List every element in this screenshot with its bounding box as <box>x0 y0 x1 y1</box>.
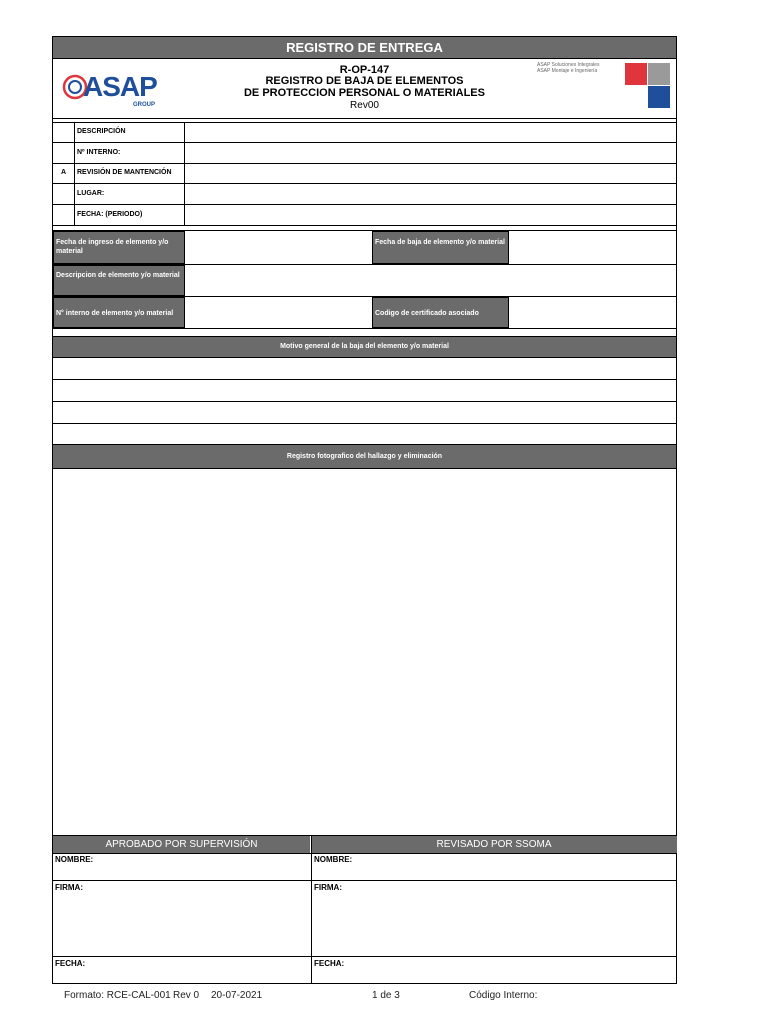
left-nombre-label: NOMBRE: <box>55 855 94 864</box>
document-title-line-1: REGISTRO DE BAJA DE ELEMENTOS <box>265 75 464 87</box>
input-descripcion[interactable] <box>185 123 677 142</box>
left-firma-input[interactable] <box>93 881 310 956</box>
company-name-1: ASAP Soluciones Integrales <box>537 62 600 68</box>
approved-title: APROBADO POR SUPERVISIÓN <box>53 836 311 853</box>
document-title-bar: REGISTRO DE ENTREGA <box>53 37 676 59</box>
left-firma-label: FIRMA: <box>55 883 83 892</box>
right-fecha-input[interactable] <box>353 957 676 984</box>
photo-area[interactable] <box>53 469 677 835</box>
right-fecha-label: FECHA: <box>314 959 345 968</box>
input-fecha-periodo[interactable] <box>185 205 677 225</box>
document-revision: Rev00 <box>350 100 379 111</box>
company-names <box>537 62 599 74</box>
divider <box>53 328 676 329</box>
logo-text: ASAP <box>83 71 157 102</box>
motivo-section-title: Motivo general de la baja del elemento y/o material <box>53 337 676 357</box>
input-fecha-ingreso[interactable] <box>185 231 372 264</box>
right-nombre-input[interactable] <box>363 854 676 880</box>
footer-page: 1 de 3 <box>372 990 400 1001</box>
grey-square <box>648 63 670 85</box>
label-codigo-certificado: Codigo de certificado asociado <box>372 297 509 328</box>
label-fecha-baja: Fecha de baja de elemento y/o material <box>372 231 509 264</box>
footer-rev: Rev 0 <box>173 990 200 1001</box>
footer-formato: Formato: RCE-CAL-001 <box>64 990 171 1001</box>
registro-section-title: Registro fotografico del hallazgo y eliminación <box>53 445 676 468</box>
divider <box>53 225 676 226</box>
document-title-line-2: DE PROTECCION PERSONAL O MATERIALES <box>243 87 485 99</box>
footer-date: 20-07-2021 <box>211 990 263 1001</box>
input-descripcion-elemento[interactable] <box>185 265 677 296</box>
right-nombre-label: NOMBRE: <box>314 855 353 864</box>
label-n-interno-elemento: N° interno de elemento y/o material <box>53 297 185 328</box>
label-descripcion: DESCRIPCIÓN <box>77 128 126 135</box>
document-header <box>53 59 676 119</box>
label-fecha-periodo: FECHA: (PERIODO) <box>77 211 143 218</box>
document-code: R-OP-147 <box>339 64 390 76</box>
brand-squares <box>625 63 671 107</box>
right-firma-input[interactable] <box>353 881 676 956</box>
input-lugar[interactable] <box>185 184 677 204</box>
input-n-interno[interactable] <box>185 143 677 163</box>
logo-subtext: GROUP <box>133 102 156 108</box>
left-fecha-input[interactable] <box>93 957 310 984</box>
label-fecha-ingreso: Fecha de ingreso de elemento y/o material <box>53 231 185 264</box>
divider <box>311 836 312 984</box>
left-fecha-label: FECHA: <box>55 959 86 968</box>
divider <box>74 122 75 225</box>
left-nombre-input[interactable] <box>103 854 310 880</box>
label-revision-mantencion: REVISIÓN DE MANTENCIÓN <box>77 169 172 176</box>
document-frame <box>52 36 677 984</box>
red-square <box>625 63 647 85</box>
input-n-interno-elemento[interactable] <box>185 297 372 328</box>
company-name-2: ASAP Montaje e Ingeniería <box>537 68 598 74</box>
section-letter: A <box>61 169 67 176</box>
label-descripcion-elemento: Descripcion de elemento y/o material <box>53 265 185 296</box>
label-lugar: LUGAR: <box>77 190 105 197</box>
input-codigo-certificado[interactable] <box>509 297 677 328</box>
input-revision-mantencion[interactable] <box>185 164 677 183</box>
motivo-input-area[interactable] <box>53 358 677 444</box>
footer-codigo: Código Interno: <box>469 990 538 1001</box>
reviewed-title: REVISADO POR SSOMA <box>311 836 677 853</box>
label-n-interno: Nº INTERNO: <box>77 149 121 156</box>
right-firma-label: FIRMA: <box>314 883 342 892</box>
blue-square <box>648 86 670 108</box>
input-fecha-baja[interactable] <box>509 231 677 264</box>
